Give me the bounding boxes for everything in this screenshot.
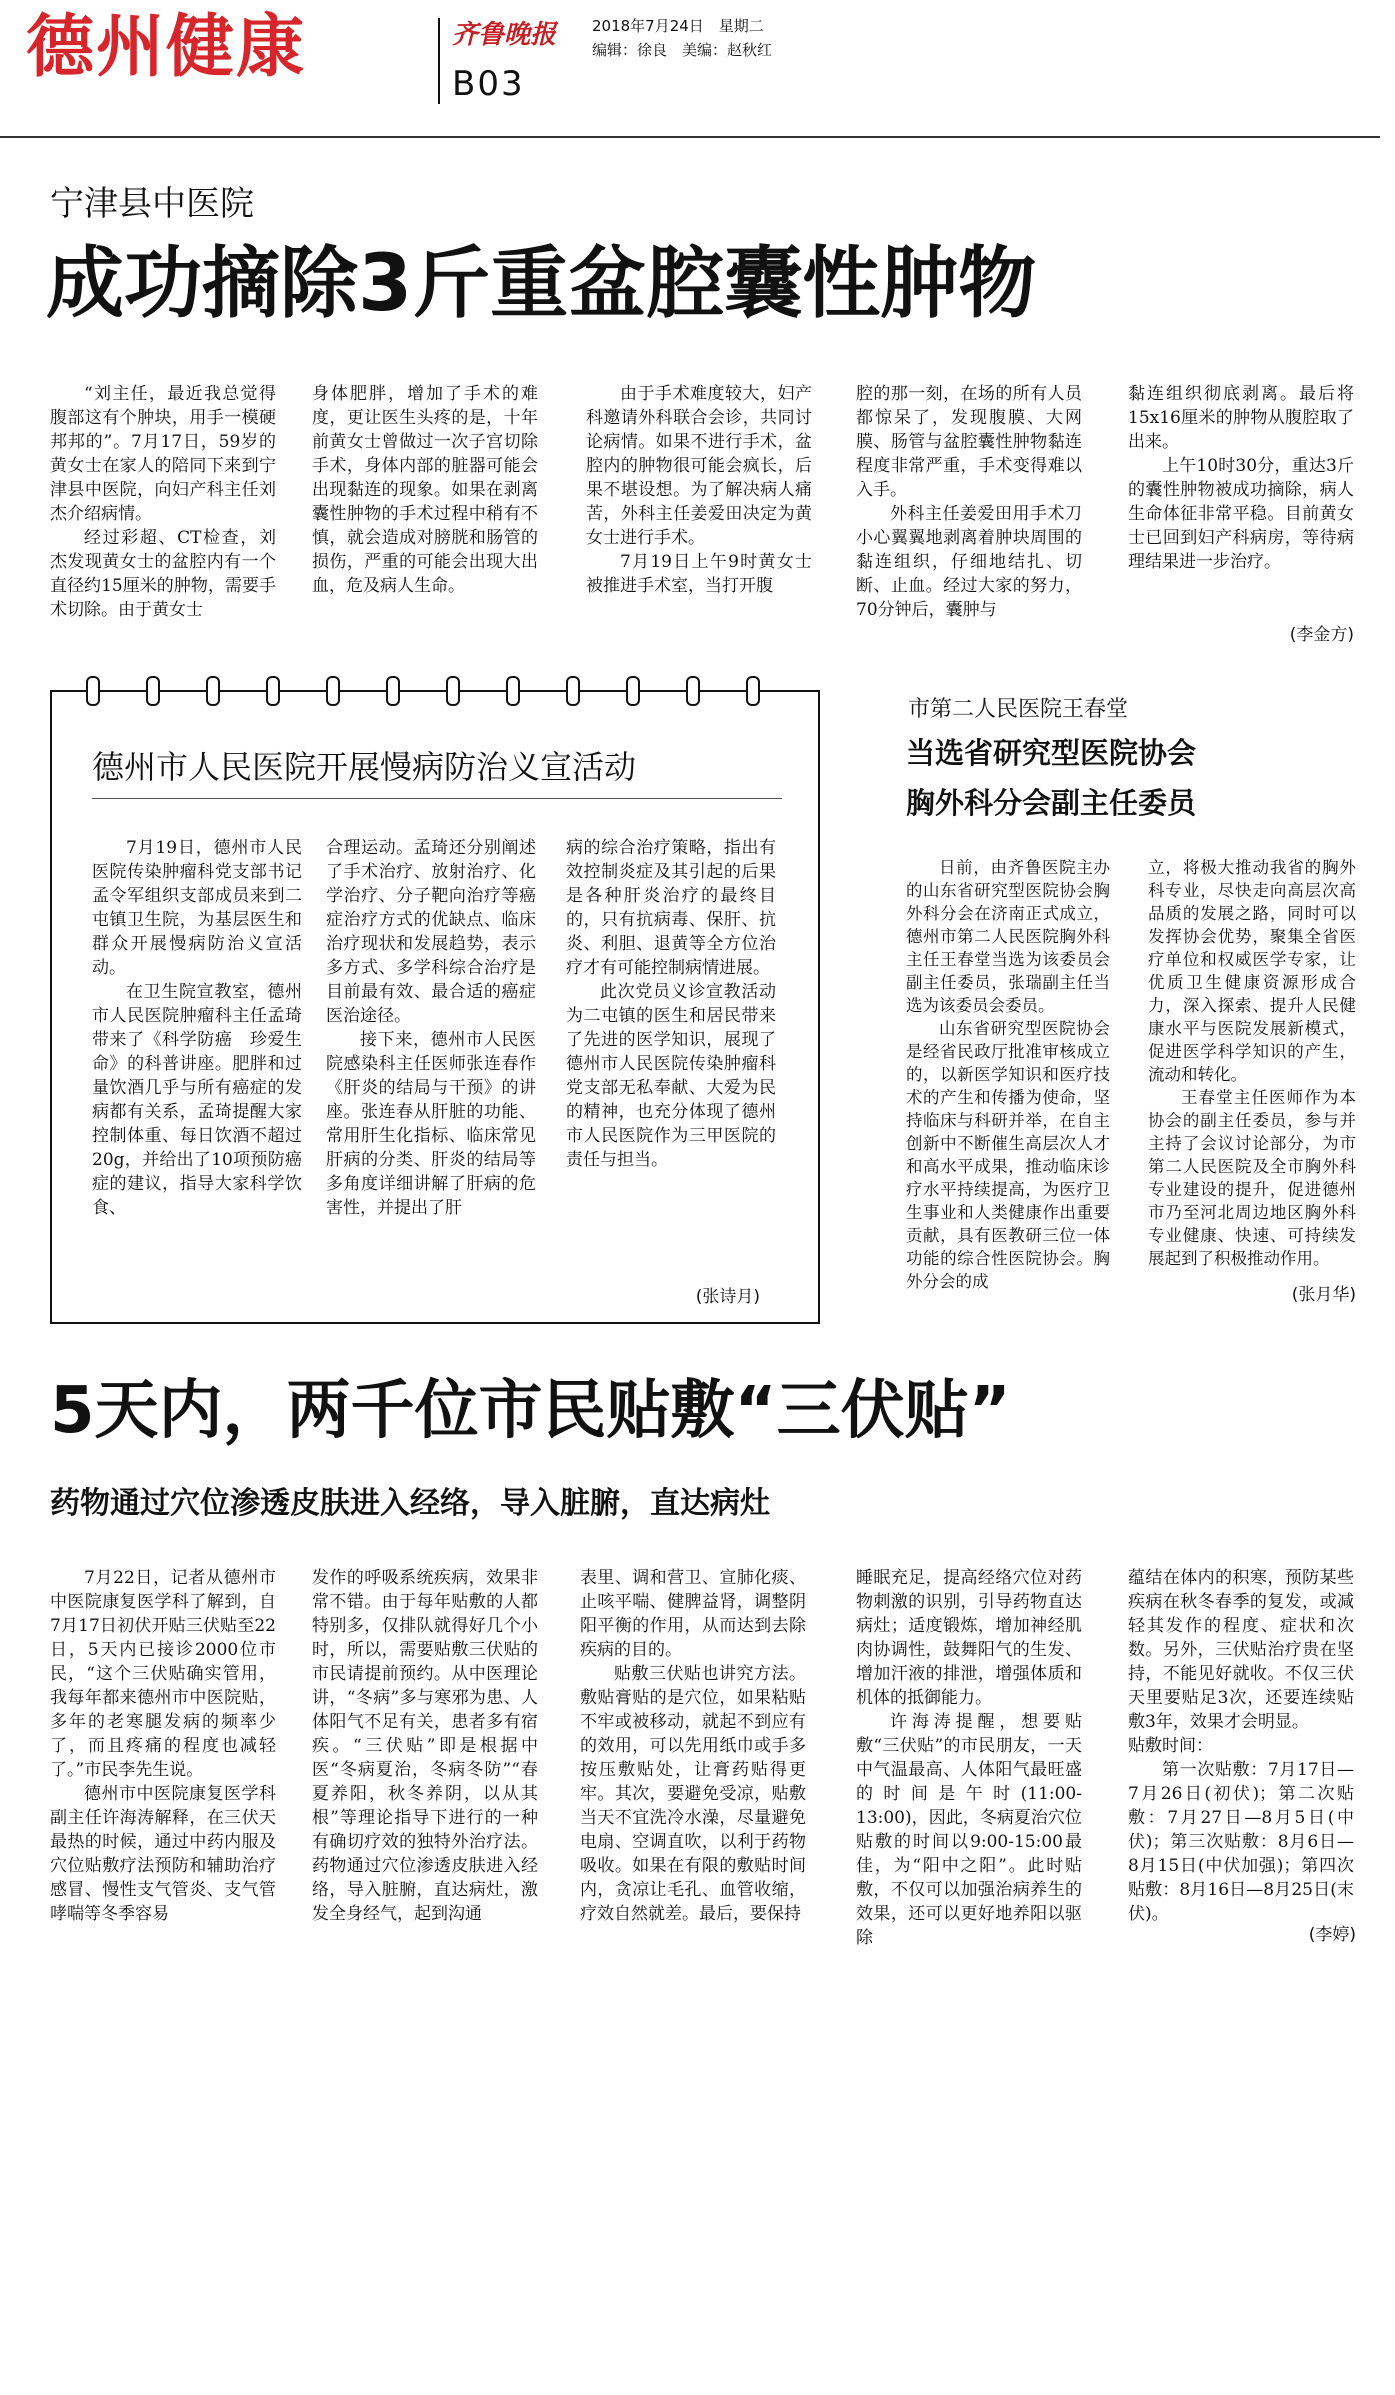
paragraph: 合理运动。孟琦还分别阐述了手术治疗、放射治疗、化学治疗、分子靶向治疗等癌症治疗方式的优缺点、临床治疗现状和发展趋势，表示多方式、多学科综合治疗是目前最有效、最合适的癌症医治途径。 — [326, 838, 536, 1026]
masthead-divider — [438, 18, 440, 104]
paragraph: 病的综合治疗策略，指出有效控制炎症及其引起的后果是各种肝炎治疗的最终目的，只有抗病毒、保肝、抗炎、利胆、退黄等全方位治疗才有可能控制病情进展。 — [566, 838, 776, 978]
paragraph: “刘主任，最近我总觉得腹部这有个肿块，用手一模硬邦邦的”。7月17日，59岁的黄女士在家人的陪同下来到宁津县中医院，向妇产科主任刘杰介绍病情。 — [50, 384, 276, 524]
paragraph: 上午10时30分，重达3斤的囊性肿物被成功摘除，病人生命体征非常平稳。目前黄女士已回到妇产科病房，等待病理结果进一步治疗。 — [1128, 456, 1354, 572]
paragraph: 发作的呼吸系统疾病，效果非常不错。由于每年贴敷的人都特别多，仅排队就得好几个小时，所以，需要贴敷三伏贴的市民请提前预约。从中医理论讲，“冬病”多与寒邪为患、人体阳气不足有关，患者多有宿疾。“三伏贴”即是根据中医“冬病夏治，冬病冬防”“春夏养阳，秋冬养阴，以从其根”等理论指导下进行的一种有确切疗效的独特外治疗法。药物通过穴位渗透皮肤进入经络，导入脏腑，直达病灶，激发全身经气，起到沟通 — [312, 1568, 538, 1924]
binder-ring — [86, 676, 100, 706]
paragraph: 经过彩超、CT检查，刘杰发现黄女士的盆腔内有一个直径约15厘米的肿物，需要手术切除。由于黄女士 — [50, 528, 276, 620]
article3-kicker: 市第二人民医院王春堂 — [908, 697, 1129, 722]
article2-signature: (张诗月) — [695, 1287, 760, 1307]
paragraph: 许海涛提醒，想要贴敷“三伏贴”的市民朋友，一天中气温最高、人体阳气最旺盛的时间是午时(11:00-13:00)，因此，冬病夏治穴位贴敷的时间以9:00-15:00最佳，为“阳中之阳”。此时贴敷，不仅可以加强治病养生的效果，还可以更好地养阳以驱除 — [856, 1712, 1082, 1948]
paragraph: 表里、调和营卫、宣肺化痰、止咳平喘、健脾益肾，调整阴阳平衡的作用，从而达到去除疾病的目的。 — [580, 1568, 806, 1660]
paragraph: 外科主任姜爱田用手术刀小心翼翼地剥离着肿块周围的黏连组织，仔细地结扎、切断、止血。经过大家的努力，70分钟后，囊肿与 — [856, 504, 1082, 620]
issue-meta — [592, 14, 772, 62]
paragraph: 日前，由齐鲁医院主办的山东省研究型医院协会胸外科分会在济南正式成立，德州市第二人民医院胸外科主任王春堂当选为该委员会副主任委员，张瑞副主任当选为该委员会委员。 — [906, 858, 1110, 1015]
binder-ring — [506, 676, 520, 706]
article4-headline: 5天内，两千位市民贴敷“三伏贴” — [50, 1374, 1011, 1448]
paragraph: 睡眠充足，提高经络穴位对药物刺激的识别，引导药物直达病灶；适度锻炼，增加神经肌肉协调性，鼓舞阳气的生发、增加汗液的排泄，增强体质和机体的抵御能力。 — [856, 1568, 1082, 1708]
paragraph: 7月19日上午9时黄女士被推进手术室，当打开腹 — [586, 552, 812, 596]
paragraph: 腔的那一刻，在场的所有人员都惊呆了，发现腹膜、大网膜、肠管与盆腔囊性肿物黏连程度非常严重，手术变得难以入手。 — [856, 384, 1082, 500]
article1-kicker: 宁津县中医院 — [50, 184, 254, 224]
article1-headline: 成功摘除3斤重盆腔囊性肿物 — [46, 239, 1037, 329]
article2-col1 — [92, 836, 302, 1220]
paragraph: 黏连组织彻底剥离。最后将15x16厘米的肿物从腹腔取了出来。 — [1128, 384, 1354, 452]
article4-col4 — [856, 1566, 1082, 1950]
article4-col5 — [1128, 1566, 1354, 1926]
article3-headline-line1: 当选省研究型医院协会 — [906, 736, 1197, 770]
article2-col2 — [326, 836, 536, 1220]
article3-col2 — [1148, 856, 1356, 1270]
article2-headline: 德州市人民医院开展慢病防治义宣活动 — [92, 748, 637, 786]
article1-col3 — [586, 382, 812, 598]
article1-col1 — [50, 382, 276, 622]
paragraph: 蕴结在体内的积寒，预防某些疾病在秋冬春季的复发，或减轻其发作的程度、症状和次数。另外，三伏贴治疗贵在坚持，不能见好就收。不仅三伏天里要贴足3次，还要连续贴敷3年，效果才会明显。 — [1128, 1568, 1354, 1732]
binder-ring — [566, 676, 580, 706]
binder-ring — [446, 676, 460, 706]
paragraph: 王春堂主任医师作为本协会的副主任委员，参与并主持了会议讨论部分，为市第二人民医院及全市胸外科专业建设的提升，促进德州市乃至河北周边地区胸外科专业健康、快速、可持续发展起到了积极推动作用。 — [1148, 1088, 1356, 1268]
article3-signature: (张月华) — [1291, 1285, 1356, 1305]
paragraph: 立，将极大推动我省的胸外科专业，尽快走向高层次高品质的发展之路，同时可以发挥协会优势，聚集全省医疗单位和权威医学专家，让优质卫生健康资源形成合力，深入探索、提升人民健康水平与医院发展新模式，促进医学科学知识的产生，流动和转化。 — [1148, 858, 1356, 1084]
paragraph: 此次党员义诊宣教活动为二屯镇的医生和居民带来了先进的医学知识，展现了德州市人民医院传染肿瘤科党支部无私奉献、大爱为民的精神，也充分体现了德州市人民医院作为三甲医院的责任与担当。 — [566, 982, 776, 1170]
binder-ring — [746, 676, 760, 706]
binder-ring — [686, 676, 700, 706]
paragraph: 由于手术难度较大，妇产科邀请外科联合会诊，共同讨论病情。如果不进行手术，盆腔内的肿物很可能会疯长，后果不堪设想。为了解决病人痛苦，外科主任姜爱田决定为黄女士进行手术。 — [586, 384, 812, 548]
article4-signature: (李婷) — [1308, 1925, 1356, 1945]
newspaper-logo: 齐鲁晚报 — [452, 20, 557, 50]
article4-col2 — [312, 1566, 538, 1926]
issue-editors: 编辑：徐良 美编：赵秋红 — [592, 41, 773, 59]
issue-date: 2018年7月24日 星期二 — [592, 17, 764, 35]
binder-ring — [326, 676, 340, 706]
masthead-title: 德州健康 — [26, 8, 307, 87]
article4-col3 — [580, 1566, 806, 1926]
article1-col2 — [312, 382, 538, 598]
article2-rule — [92, 798, 782, 799]
article4-subhead: 药物通过穴位渗透皮肤进入经络，导入脏腑，直达病灶 — [50, 1486, 770, 1521]
binder-ring — [206, 676, 220, 706]
paragraph: 德州市中医院康复医学科副主任许海涛解释，在三伏天最热的时候，通过中药内服及穴位贴敷疗法预防和辅助治疗感冒、慢性支气管炎、支气管哮喘等冬季容易 — [50, 1784, 276, 1924]
article1-col5 — [1128, 382, 1354, 574]
article3-col1 — [906, 856, 1110, 1293]
paragraph: 7月22日，记者从德州市中医院康复医学科了解到，自7月17日初伏开贴三伏贴至22日，5天内已接诊2000位市民，“这个三伏贴确实管用，我每年都来德州市中医院贴，多年的老寒腿发病的频率少了，而且疼痛的程度也减轻了。”市民李先生说。 — [50, 1568, 276, 1780]
masthead-rule — [0, 136, 1380, 138]
schedule-label: 贴敷时间： — [1128, 1736, 1213, 1756]
binder-ring — [626, 676, 640, 706]
paragraph: 山东省研究型医院协会是经省民政厅批准审核成立的，以新医学知识和医疗技术的产生和传播为使命，坚持临床与科研并举，在自主创新中不断催生高层次人才和高水平成果，推动临床诊疗水平持续提高，为医疗卫生事业和人类健康作出重要贡献，具有医教研三位一体功能的综合性医院协会。胸外分会的成 — [906, 1019, 1110, 1291]
paragraph: 在卫生院宣教室，德州市人民医院肿瘤科主任孟琦带来了《科学防癌 珍爱生命》的科普讲座。肥胖和过量饮酒几乎与所有癌症的发病都有关系，孟琦提醒大家控制体重、每日饮酒不超过20g，并给出了10项预防癌症的建议，指导大家科学饮食、 — [92, 982, 302, 1218]
binder-ring — [386, 676, 400, 706]
page-number: B03 — [452, 64, 525, 104]
article1-signature: (李金方) — [1289, 625, 1354, 645]
article2-col3 — [566, 836, 776, 1172]
paragraph: 身体肥胖，增加了手术的难度，更让医生头疼的是，十年前黄女士曾做过一次子宫切除手术，身体内部的脏器可能会出现黏连的现象。如果在剥离囊性肿物的手术过程中稍有不慎，就会造成对膀胱和肠管的损伤，严重的可能会出现大出血，危及病人生命。 — [312, 384, 538, 596]
paragraph: 接下来，德州市人民医院感染科主任医师张连春作《肝炎的结局与干预》的讲座。张连春从肝脏的功能、常用肝生化指标、临床常见肝病的分类、肝炎的结局等多角度详细讲解了肝病的危害性，并提出了肝 — [326, 1030, 536, 1218]
article1-col4 — [856, 382, 1082, 622]
schedule-text: 第一次贴敷：7月17日—7月26日(初伏)；第二次贴敷：7月27日—8月5日(中伏)；第三次贴敷：8月6日—8月15日(中伏加强)；第四次贴敷：8月16日—8月25日(末伏)。 — [1128, 1760, 1354, 1924]
article3-headline-line2: 胸外科分会副主任委员 — [906, 786, 1197, 820]
paragraph: 贴敷三伏贴也讲究方法。敷贴膏贴的是穴位，如果粘贴不牢或被移动，就起不到应有的效用，可以先用纸巾或手多按压敷贴处，让膏药贴得更牢。其次，要避免受凉，贴敷当天不宜洗冷水澡，尽量避免电扇、空调直吹，以利于药物吸收。如果在有限的敷贴时间内，贪凉让毛孔、血管收缩，疗效自然就差。最后，要保持 — [580, 1664, 806, 1924]
article4-col1 — [50, 1566, 276, 1926]
binder-ring — [146, 676, 160, 706]
binder-ring — [266, 676, 280, 706]
paragraph: 7月19日，德州市人民医院传染肿瘤科党支部书记孟令军组织支部成员来到二屯镇卫生院，为基层医生和群众开展慢病防治义宣活动。 — [92, 838, 302, 978]
